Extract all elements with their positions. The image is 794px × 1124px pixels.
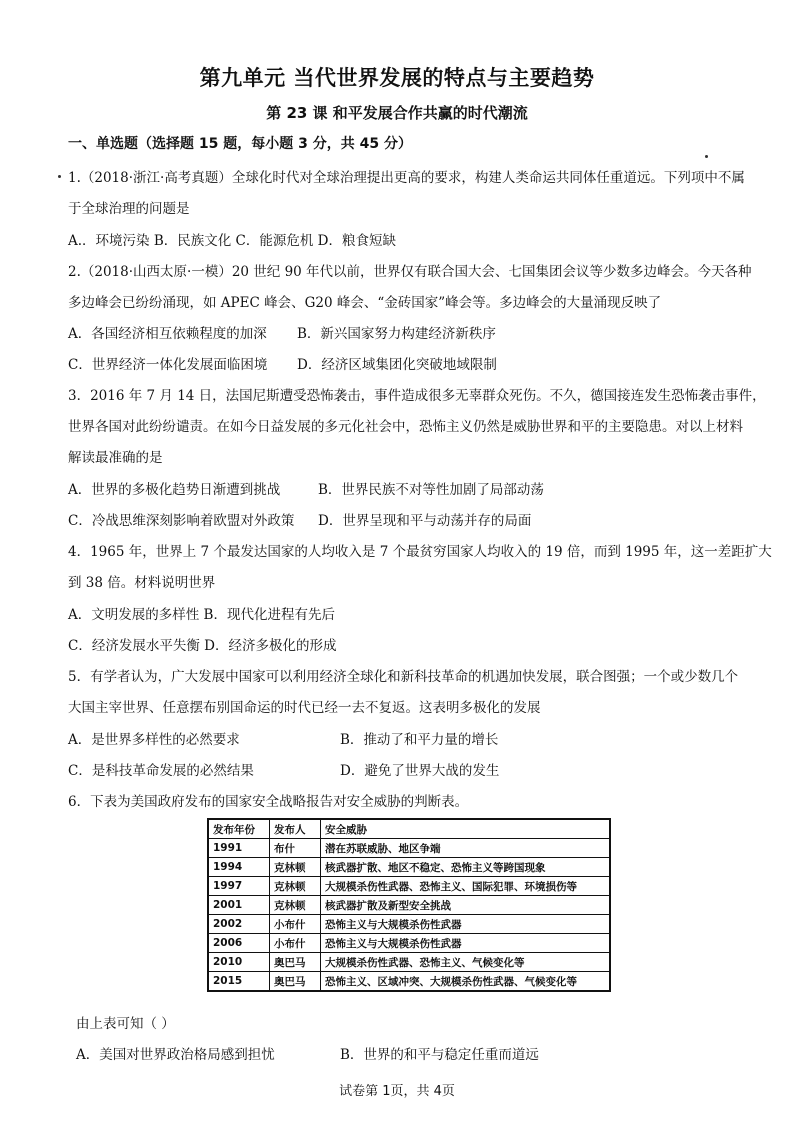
year-cell: 2015 (208, 972, 270, 992)
year-cell: 2001 (208, 896, 270, 915)
question-3-option-d: D．世界呈现和平与动荡并存的局面 (318, 513, 532, 529)
question-2-line-1: 2.（2018·山西太原·一模）20 世纪 90 年代以前，世界仅有联合国大会、七国集团会议等少数多边峰会。今天各种 (68, 264, 752, 280)
year-cell: 2002 (208, 915, 270, 934)
question-2-option-c: C．世界经济一体化发展面临困境 (68, 357, 268, 373)
table-row (208, 972, 610, 992)
threat-cell: 恐怖主义、区域冲突、大规模杀伤性武器、气候变化等 (321, 972, 611, 992)
question-4-line-1: 4．1965 年，世界上 7 个最发达国家的人均收入是 7 个最贫穷国家人均收入的 19 倍，而到 1995 年，这一差距扩大 (68, 544, 772, 560)
lesson-title: 第 23 课 和平发展合作共赢的时代潮流 (266, 104, 528, 122)
question-1-options: A.．环境污染 B．民族文化 C．能源危机 D．粮食短缺 (68, 233, 396, 249)
year-cell: 1994 (208, 858, 270, 877)
publisher-cell: 克林顿 (270, 877, 321, 896)
question-5-option-c: C．是科技革命发展的必然结果 (68, 763, 254, 779)
table-row (208, 953, 610, 972)
threat-cell: 大规模杀伤性武器、恐怖主义、气候变化等 (321, 953, 611, 972)
table-row (208, 839, 610, 858)
threat-cell: 核武器扩散及新型安全挑战 (321, 896, 611, 915)
table-header-row (208, 819, 610, 839)
question-4-line-2: 到 38 倍。材料说明世界 (68, 575, 216, 591)
question-5-line-2: 大国主宰世界、任意摆布别国命运的时代已经一去不复返。这表明多极化的发展 (68, 700, 541, 716)
question-6-option-a: A．美国对世界政治格局感到担忧 (76, 1047, 275, 1063)
question-1-line-1: 1.（2018·浙江·高考真题）全球化时代对全球治理提出更高的要求，构建人类命运共同体任重道远。下列项中不属 (68, 170, 745, 186)
question-3-option-a: A．世界的多极化趋势日渐遭到挑战 (68, 482, 281, 498)
question-3-line-1: 3．2016 年 7 月 14 日，法国尼斯遭受恐怖袭击，事件造成很多无辜群众死伤。不久，德国接连发生恐怖袭击事件， (68, 388, 766, 404)
question-6-line-2: 由上表可知（ ） (76, 1016, 175, 1032)
question-2-option-a: A．各国经济相互依赖程度的加深 (68, 326, 267, 342)
scan-mark (705, 155, 708, 158)
question-4-options-row-1: A．文明发展的多样性 B．现代化进程有先后 (68, 607, 335, 623)
threat-cell: 恐怖主义与大规模杀伤性武器 (321, 934, 611, 953)
year-cell: 1997 (208, 877, 270, 896)
publisher-cell: 小布什 (270, 934, 321, 953)
question-5-option-a: A．是世界多样性的必然要求 (68, 732, 240, 748)
question-5-line-1: 5．有学者认为，广大发展中国家可以利用经济全球化和新科技革命的机遇加快发展，联合图强；一个或少数几个 (68, 669, 739, 685)
table-header-cell: 发布年份 (208, 819, 270, 839)
year-cell: 2010 (208, 953, 270, 972)
publisher-cell: 克林顿 (270, 896, 321, 915)
threat-cell: 潜在苏联威胁、地区争端 (321, 839, 611, 858)
question-2-option-d: D．经济区域集团化突破地域限制 (297, 357, 497, 373)
threat-cell: 核武器扩散、地区不稳定、恐怖主义等跨国现象 (321, 858, 611, 877)
question-3-option-b: B．世界民族不对等性加剧了局部动荡 (318, 482, 544, 498)
threat-cell: 大规模杀伤性武器、恐怖主义、国际犯罪、环境损伤等 (321, 877, 611, 896)
table-row (208, 915, 610, 934)
publisher-cell: 小布什 (270, 915, 321, 934)
question-1-line-2: 于全球治理的问题是 (68, 201, 190, 217)
table-header-cell: 安全威胁 (321, 819, 611, 839)
question-4-options-row-2: C．经济发展水平失衡 D．经济多极化的形成 (68, 638, 337, 654)
table-row (208, 858, 610, 877)
question-3-line-3: 解读最准确的是 (68, 450, 163, 466)
table-header-cell: 发布人 (270, 819, 321, 839)
unit-title: 第九单元 当代世界发展的特点与主要趋势 (199, 66, 595, 90)
table-row (208, 896, 610, 915)
page-footer: 试卷第 1页，共 4页 (339, 1084, 455, 1099)
publisher-cell: 奥巴马 (270, 972, 321, 992)
question-5-option-b: B．推动了和平力量的增长 (340, 732, 499, 748)
scan-mark (58, 175, 61, 178)
publisher-cell: 克林顿 (270, 858, 321, 877)
table-row (208, 934, 610, 953)
question-3-line-2: 世界各国对此纷纷谴责。在如今日益发展的多元化社会中，恐怖主义仍然是威胁世界和平的主要隐患。对以上材料 (68, 419, 743, 435)
question-5-option-d: D．避免了世界大战的发生 (340, 763, 500, 779)
security-threat-table (207, 818, 611, 992)
question-3-option-c: C．冷战思维深刻影响着欧盟对外政策 (68, 513, 295, 529)
table-row (208, 877, 610, 896)
section-heading: 一、单选题（选择题 15 题，每小题 3 分，共 45 分） (68, 136, 412, 152)
question-2-line-2: 多边峰会已纷纷涌现，如 APEC 峰会、G20 峰会、“金砖国家”峰会等。多边峰会的大量涌现反映了 (68, 295, 662, 311)
year-cell: 1991 (208, 839, 270, 858)
publisher-cell: 布什 (270, 839, 321, 858)
question-6-line-1: 6．下表为美国政府发布的国家安全战略报告对安全威胁的判断表。 (68, 794, 469, 810)
question-2-option-b: B．新兴国家努力构建经济新秩序 (297, 326, 496, 342)
threat-cell: 恐怖主义与大规模杀伤性武器 (321, 915, 611, 934)
question-6-option-b: B．世界的和平与稳定任重而道远 (340, 1047, 539, 1063)
publisher-cell: 奥巴马 (270, 953, 321, 972)
year-cell: 2006 (208, 934, 270, 953)
